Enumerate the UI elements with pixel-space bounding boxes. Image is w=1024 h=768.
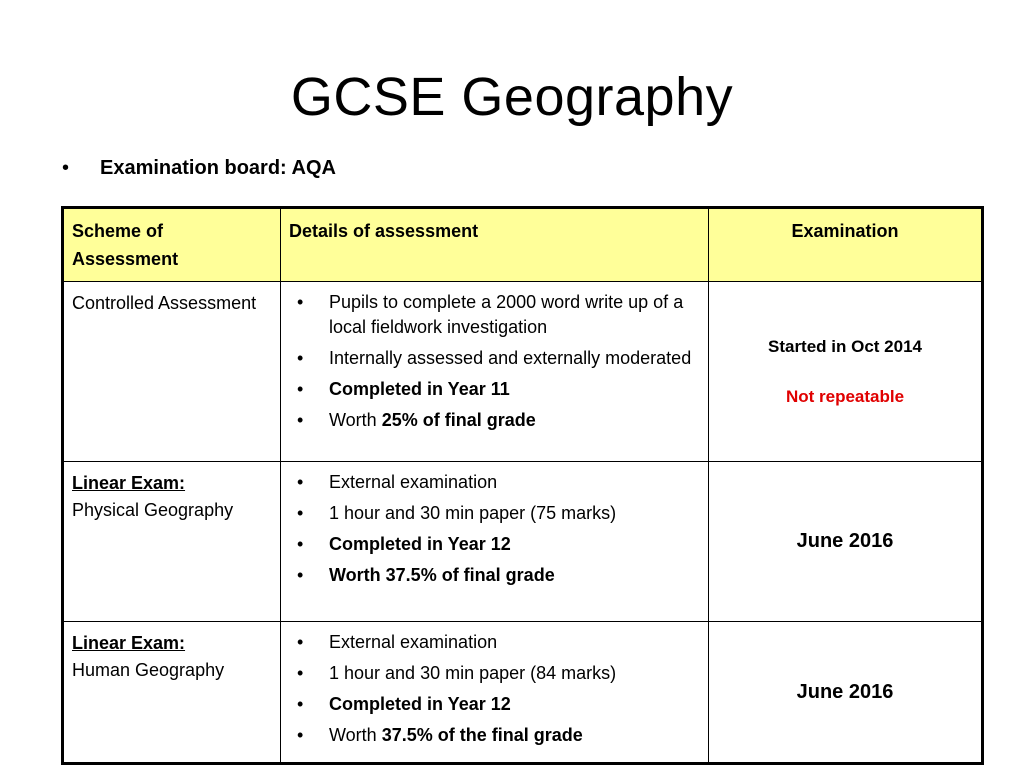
header-scheme: Scheme of Assessment <box>63 208 281 282</box>
exam-board-text: Examination board: AQA <box>100 157 336 179</box>
scheme-cell <box>63 282 281 462</box>
list-item: • 1 hour and 30 min paper (84 marks) <box>289 661 700 686</box>
list-item: • Completed in Year 12 <box>289 532 700 557</box>
list-item: • Worth 37.5% of the final grade <box>289 723 700 748</box>
details-cell <box>281 622 709 764</box>
examination-cell <box>709 462 983 622</box>
list-item: • Internally assessed and externally moderated <box>289 346 700 371</box>
assessment-table <box>61 206 984 765</box>
slide-title: GCSE Geography <box>290 67 734 127</box>
bullet-icon: • <box>62 157 70 179</box>
examination-cell <box>709 282 983 462</box>
scheme-title: Linear Exam: <box>72 633 186 653</box>
details-cell <box>281 462 709 622</box>
list-item: • Completed in Year 12 <box>289 692 700 717</box>
table-header-row <box>63 208 983 282</box>
table-row <box>63 462 983 622</box>
list-item: • Worth 37.5% of final grade <box>289 563 700 588</box>
exam-date: Started in Oct 2014 <box>767 336 922 356</box>
header-examination: Examination <box>709 208 983 282</box>
table-row <box>63 622 983 764</box>
list-item: • External examination <box>289 470 700 495</box>
exam-date: June 2016 <box>796 530 894 552</box>
examination-cell <box>709 622 983 764</box>
scheme-text: Human Geography <box>72 660 225 680</box>
list-item: • Worth 25% of final grade <box>289 408 700 433</box>
list-item: • Pupils to complete a 2000 word write up of a local fieldwork investigation <box>289 290 700 340</box>
scheme-cell <box>63 462 281 622</box>
scheme-text: Controlled Assessment <box>72 293 257 313</box>
not-repeatable-note: Not repeatable <box>785 386 905 406</box>
scheme-title: Linear Exam: <box>72 473 186 493</box>
exam-board-bullet <box>62 157 336 180</box>
header-details: Details of assessment <box>281 208 709 282</box>
scheme-cell <box>63 622 281 764</box>
scheme-text: Physical Geography <box>72 500 234 520</box>
exam-date: June 2016 <box>796 680 894 703</box>
list-item: • External examination <box>289 630 700 655</box>
list-item: • Completed in Year 11 <box>289 377 700 402</box>
table-row <box>63 282 983 462</box>
list-item: • 1 hour and 30 min paper (75 marks) <box>289 501 700 526</box>
details-cell <box>281 282 709 462</box>
